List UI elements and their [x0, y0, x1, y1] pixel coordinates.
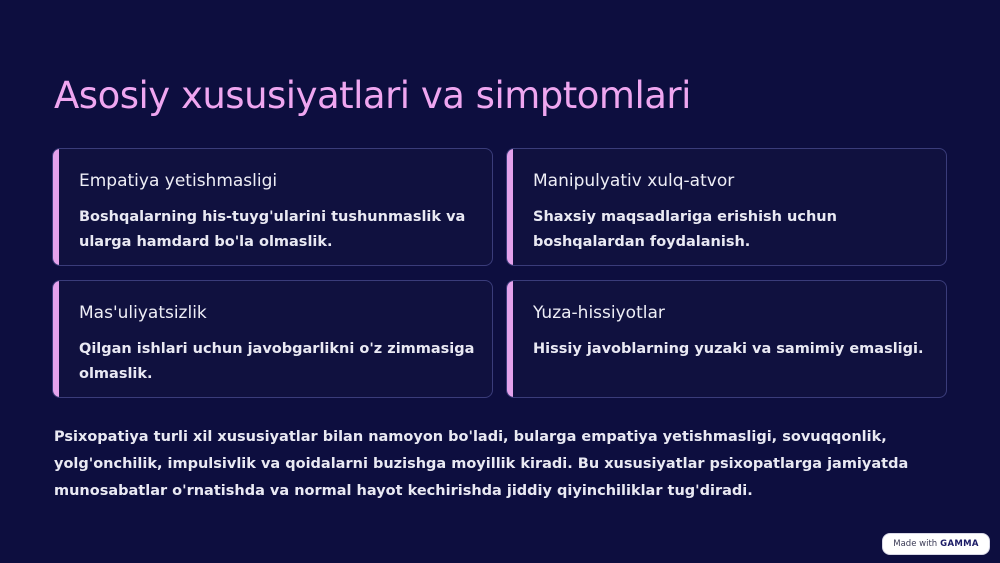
- card-text: Qilgan ishlari uchun javobgarlikni o'z zimmasiga olmaslik.: [79, 341, 475, 382]
- card-text: Shaxsiy maqsadlariga erishish uchun boshqalardan foydalanish.: [533, 209, 837, 250]
- card-accent-bar: [53, 149, 59, 265]
- card-accent-bar: [53, 281, 59, 397]
- feature-cards: [52, 148, 947, 398]
- card-heading: Yuza-hissiyotlar: [533, 303, 665, 323]
- slide-title: Asosiy xususiyatlari va simptomlari: [54, 74, 691, 117]
- gamma-logo: GAMMA: [940, 539, 979, 549]
- card-heading: Manipulyativ xulq-atvor: [533, 171, 735, 191]
- card-manipulative: [506, 148, 947, 266]
- made-with-gamma-badge[interactable]: [882, 533, 990, 555]
- card-text: Boshqalarning his-tuyg'ularini tushunmaslik va ularga hamdard bo'la olmaslik.: [79, 209, 466, 250]
- card-heading: Empatiya yetishmasligi: [79, 171, 278, 191]
- card-irresponsibility: [52, 280, 493, 398]
- card-accent-bar: [507, 281, 513, 397]
- card-empathy: [52, 148, 493, 266]
- card-heading: Mas'uliyatsizlik: [79, 303, 207, 323]
- card-text: Hissiy javoblarning yuzaki va samimiy emasligi.: [533, 341, 924, 357]
- card-shallow-emotions: [506, 280, 947, 398]
- badge-made-with-label: Made with: [893, 539, 938, 549]
- card-accent-bar: [507, 149, 513, 265]
- summary-paragraph: Psixopatiya turli xil xususiyatlar bilan namoyon bo'ladi, bularga empatiya yetishmasligi, sovuqqonlik, yolg'onchilik, impulsivlik va qoidalarni buzishga moyillik kiradi. Bu xususiyatlar psixopatlarga jamiyatda munosabatlar o'rnatishda va normal hayot kechirishda jiddiy qiyinchiliklar tug'diradi.: [54, 429, 909, 499]
